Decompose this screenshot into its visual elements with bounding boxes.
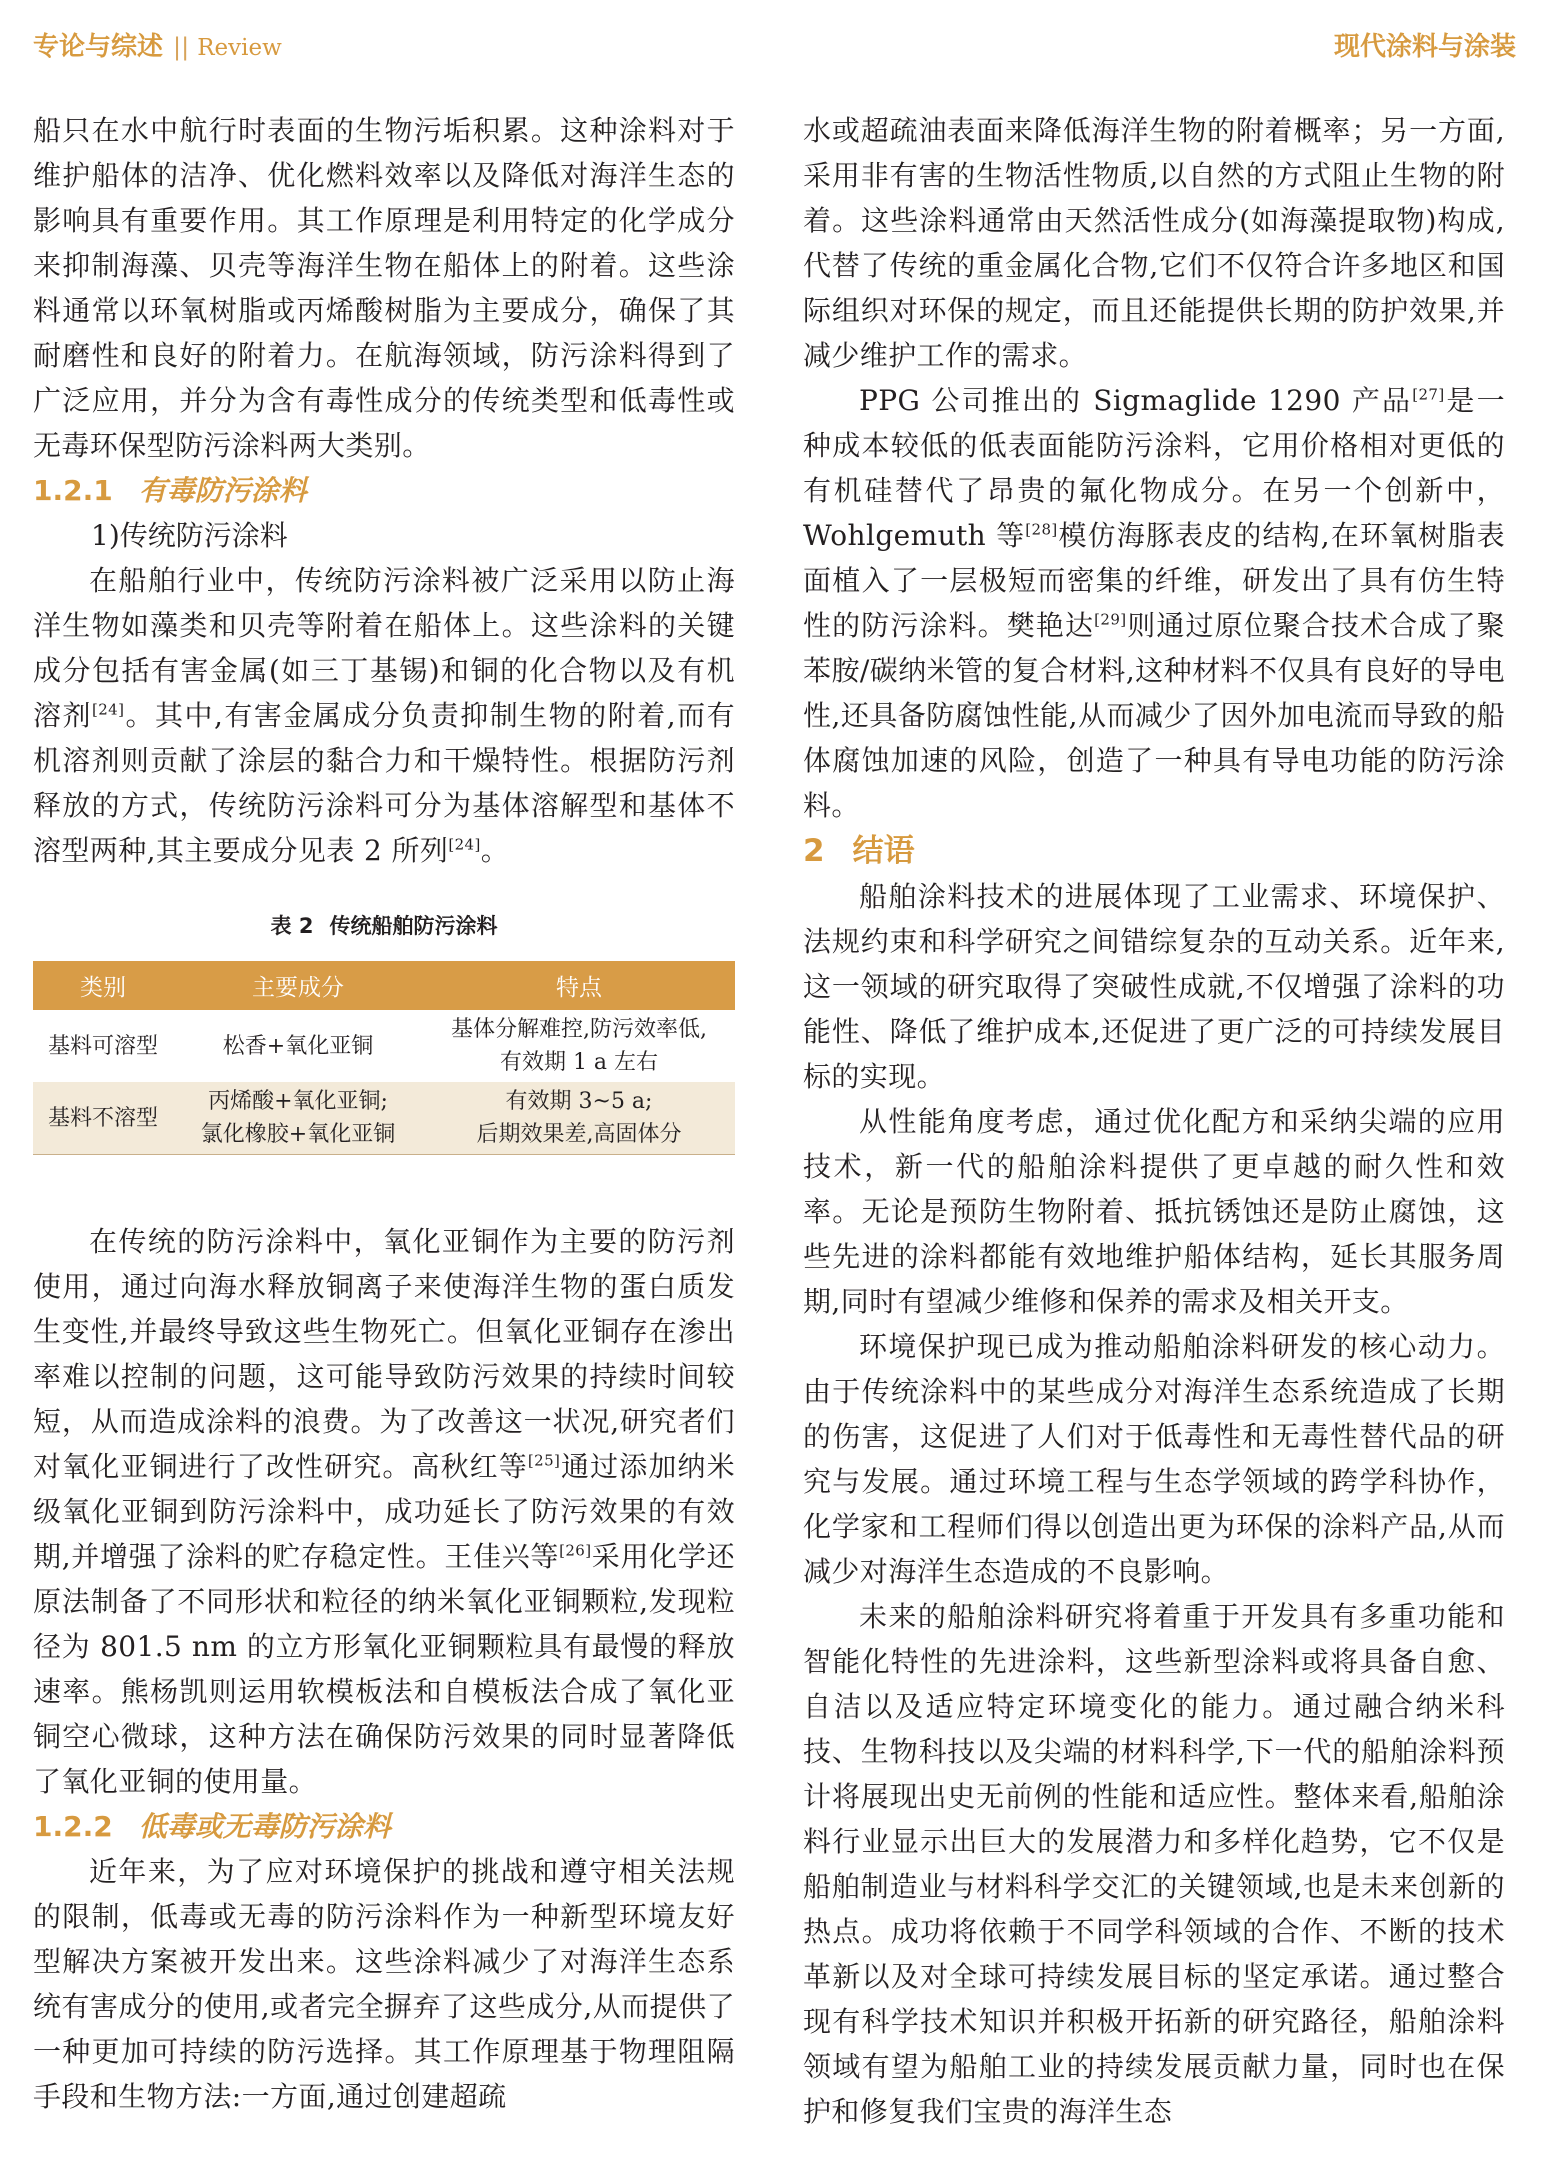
table-number: 表 2 [270, 914, 314, 938]
section-number: 1.2.1 [33, 474, 113, 507]
citation-24: [24] [91, 700, 125, 719]
citation-25: [25] [527, 1451, 561, 1470]
header-section [33, 26, 282, 63]
section-heading-conclusion [803, 828, 1505, 874]
page-header [33, 22, 1516, 66]
subheading-traditional: 1)传统防污涂料 [91, 519, 288, 552]
paragraph-conclusion-1: 船舶涂料技术的进展体现了工业需求、环境保护、法规约束和科学研究之间错综复杂的互动关系。近年来,这一领域的研究取得了突破性成就,不仅增强了涂料的功能性、降低了维护成本,还促进了更广泛的可持续发展目标的实现。 [803, 880, 1505, 1093]
table-title: 传统船舶防污涂料 [329, 914, 498, 938]
paragraph-conclusion-4: 未来的船舶涂料研究将着重于开发具有多重功能和智能化特性的先进涂料，这些新型涂料或将具备自愈、自洁以及适应特定环境变化的能力。通过融合纳米科技、生物科技以及尖端的材料科学,下一代的船舶涂料预计将展现出史无前例的性能和适应性。整体来看,船舶涂料行业显示出巨大的发展潜力和多样化趋势，它不仅是船舶制造业与材料科学交汇的关键领域,也是未来创新的热点。成功将依赖于不同学科领域的合作、不断的技术革新以及对全球可持续发展目标的坚定承诺。通过整合现有科学技术知识并积极开拓新的研究路径，船舶涂料领域有望为船舶工业的持续发展贡献力量，同时也在保护和修复我们宝贵的海洋生态 [803, 1600, 1505, 2128]
table-row [33, 1010, 735, 1083]
table-cell-components: 松香+氧化亚铜 [173, 1010, 423, 1083]
table-cell-components: 丙烯酸+氧化亚铜; 氯化橡胶+氧化亚铜 [173, 1082, 423, 1155]
table-caption [33, 911, 735, 941]
paragraph-cuprous-oxide: 在传统的防污涂料中，氧化亚铜作为主要的防污剂使用，通过向海水释放铜离子来使海洋生物的蛋白质发生变性,并最终导致这些生物死亡。但氧化亚铜存在渗出率难以控制的问题，这可能导致防污效果的持续时间较短，从而造成涂料的浪费。为了改善这一状况,研究者们对氧化亚铜进行了改性研究。高秋红等[25]通过添加纳米级氧化亚铜到防污涂料中，成功延长了防污效果的有效期,并增强了涂料的贮存稳定性。王佳兴等[26]采用化学还原法制备了不同形状和粒径的纳米氧化亚铜颗粒,发现粒径为 801.5 nm 的立方形氧化亚铜颗粒具有最慢的释放速率。熊杨凯则运用软模板法和自模板法合成了氧化亚铜空心微球，这种方法在确保防污效果的同时显著降低了氧化亚铜的使用量。 [33, 1225, 735, 1798]
paragraph-traditional-coatings: 在船舶行业中，传统防污涂料被广泛采用以防止海洋生物如藻类和贝壳等附着在船体上。这些涂料的关键成分包括有害金属(如三丁基锡)和铜的化合物以及有机溶剂[24]。其中,有害金属成分负责抑制生物的附着,而有机溶剂则贡献了涂层的黏合力和干燥特性。根据防污剂释放的方式，传统防污涂料可分为基体溶解型和基体不溶型两种,其主要成分见表 2 所列[24]。 [33, 564, 735, 867]
paragraph-low-toxicity-continued: 水或超疏油表面来降低海洋生物的附着概率；另一方面,采用非有害的生物活性物质,以自然的方式阻止生物的附着。这些涂料通常由天然活性成分(如海藻提取物)构成,代替了传统的重金属化合物,它们不仅符合许多地区和国际组织对环保的规定，而且还能提供长期的防护效果,并减少维护工作的需求。 [803, 114, 1505, 372]
section-title: 有毒防污涂料 [138, 474, 307, 507]
header-journal-name: 现代涂料与涂装 [1333, 31, 1516, 62]
section-title: 结语 [852, 833, 915, 869]
left-column [33, 108, 735, 2119]
header-section-cn: 专论与综述 [33, 31, 164, 62]
table-cell-features: 有效期 3~5 a; 后期效果差,高固体分 [423, 1082, 735, 1155]
header-section-en: Review [197, 34, 282, 61]
table-2 [33, 911, 735, 1155]
table-header-row [33, 961, 735, 1010]
section-number: 2 [803, 833, 825, 869]
citation-26: [26] [559, 1541, 592, 1560]
table-header-components: 主要成分 [173, 961, 423, 1010]
paragraph-examples: PPG 公司推出的 Sigmaglide 1290 产品[27]是一种成本较低的低表面能防污涂料，它用价格相对更低的有机硅替代了昂贵的氟化物成分。在另一个创新中，Wohlgemuth 等[28]模仿海豚表皮的结构,在环氧树脂表面植入了一层极短而密集的纤维，研发出了具有仿生特性的防污涂料。樊艳达[29]则通过原位聚合技术合成了聚苯胺/碳纳米管的复合材料,这种材料不仅具有良好的导电性,还具备防腐蚀性能,从而减少了因外加电流而导致的船体腐蚀加速的风险，创造了一种具有导电功能的防污涂料。 [803, 384, 1505, 822]
table-row [33, 1082, 735, 1155]
header-separator: || [173, 32, 190, 61]
paragraph-low-toxicity: 近年来，为了应对环境保护的挑战和遵守相关法规的限制，低毒或无毒的防污涂料作为一种新型环境友好型解决方案被开发出来。这些涂料减少了对海洋生态系统有害成分的使用,或者完全摒弃了这些成分,从而提供了一种更加可持续的防污选择。其工作原理基于物理阻隔手段和生物方法:一方面,通过创建超疏 [33, 1855, 735, 2113]
table-cell-features: 基体分解难控,防污效率低, 有效期 1 a 左右 [423, 1010, 735, 1083]
citation-28: [28] [1025, 520, 1058, 539]
paragraph-intro-continued: 船只在水中航行时表面的生物污垢积累。这种涂料对于维护船体的洁净、优化燃料效率以及降低对海洋生态的影响具有重要作用。其工作原理是利用特定的化学成分来抑制海藻、贝壳等海洋生物在船体上的附着。这些涂料通常以环氧树脂或丙烯酸树脂为主要成分，确保了其耐磨性和良好的附着力。在航海领域，防污涂料得到了广泛应用，并分为含有毒性成分的传统类型和低毒性或无毒环保型防污涂料两大类别。 [33, 114, 735, 462]
section-heading-1-2-2 [33, 1804, 735, 1849]
citation-29: [29] [1094, 610, 1127, 629]
citation-24: [24] [448, 835, 481, 854]
table-header-features: 特点 [423, 961, 735, 1010]
section-number: 1.2.2 [33, 1810, 113, 1843]
table-cell-category: 基料可溶型 [33, 1010, 173, 1083]
antifouling-table [33, 961, 735, 1155]
citation-27: [27] [1412, 385, 1445, 404]
section-title: 低毒或无毒防污涂料 [138, 1810, 391, 1843]
right-column [803, 108, 1505, 2134]
section-heading-1-2-1 [33, 468, 735, 513]
paragraph-conclusion-2: 从性能角度考虑，通过优化配方和采纳尖端的应用技术，新一代的船舶涂料提供了更卓越的耐久性和效率。无论是预防生物附着、抵抗锈蚀还是防止腐蚀，这些先进的涂料都能有效地维护船体结构，延长其服务周期,同时有望减少维修和保养的需求及相关开支。 [803, 1105, 1505, 1318]
paragraph-conclusion-3: 环境保护现已成为推动船舶涂料研发的核心动力。由于传统涂料中的某些成分对海洋生态系统造成了长期的伤害，这促进了人们对于低毒性和无毒性替代品的研究与发展。通过环境工程与生态学领域的跨学科协作，化学家和工程师们得以创造出更为环保的涂料产品,从而减少对海洋生态造成的不良影响。 [803, 1330, 1505, 1588]
table-cell-category: 基料不溶型 [33, 1082, 173, 1155]
table-header-category: 类别 [33, 961, 173, 1010]
